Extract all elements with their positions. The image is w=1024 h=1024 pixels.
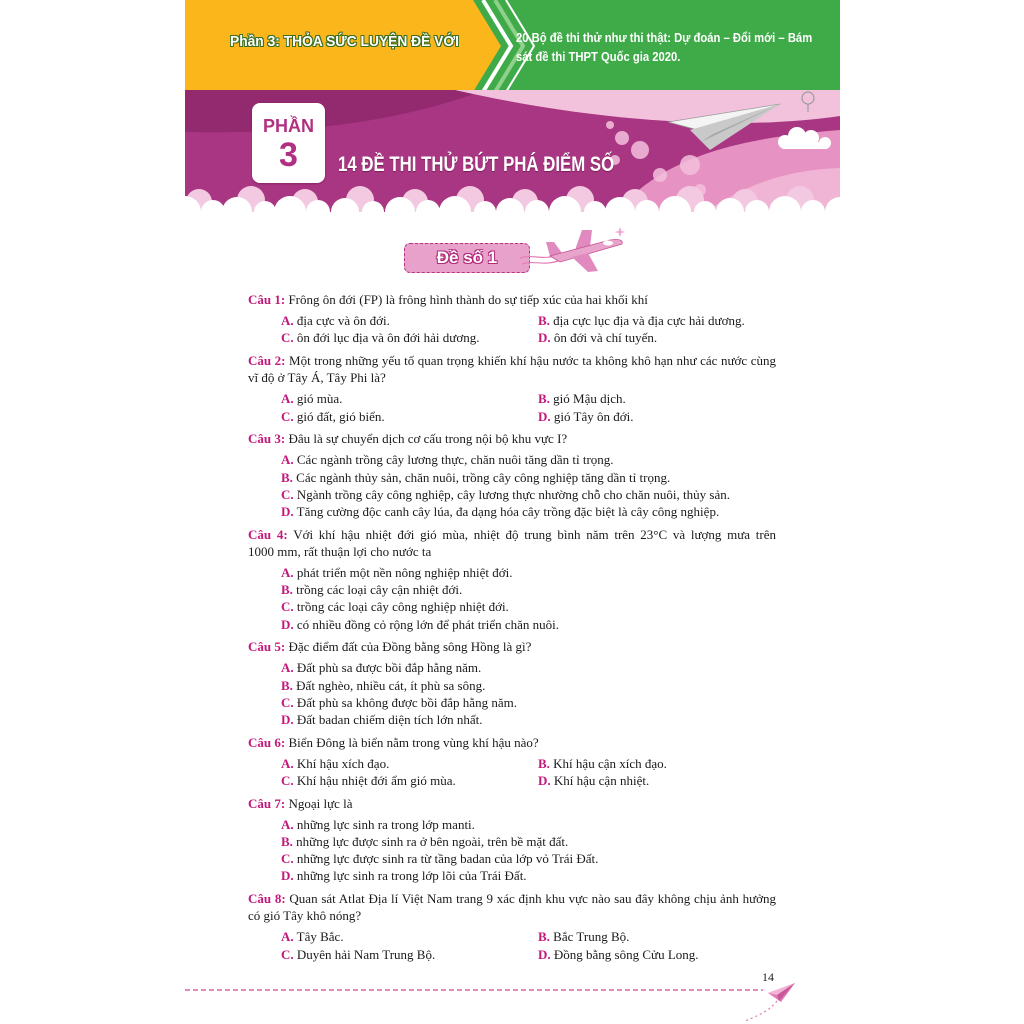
option-text: gió Tây ôn đới. bbox=[553, 408, 634, 424]
question-3 bbox=[248, 430, 776, 520]
question-5-label: Câu 5: bbox=[248, 639, 286, 655]
option-text: trồng các loại cây cận nhiệt đới. bbox=[296, 582, 463, 598]
q1-option-d bbox=[538, 329, 776, 346]
q1-option-a bbox=[281, 312, 538, 329]
question-2-options bbox=[248, 390, 776, 424]
question-6-stem bbox=[248, 734, 776, 751]
question-3-stem bbox=[248, 430, 776, 447]
option-text: Tăng cường độc canh cây lúa, đa dạng hóa cây trồng đặc biệt là cây công nghiệp. bbox=[296, 504, 720, 520]
exam-label: Đề số 1 bbox=[404, 243, 530, 273]
option-key: B. bbox=[538, 929, 550, 945]
option-key: A. bbox=[281, 391, 294, 407]
question-3-options bbox=[248, 451, 776, 520]
option-key: D. bbox=[281, 868, 294, 884]
option-text: gió mùa. bbox=[296, 391, 343, 407]
question-list bbox=[248, 291, 776, 963]
question-7-label: Câu 7: bbox=[248, 795, 286, 811]
option-text: những lực được sinh ra ở bên ngoài, trên bề mặt đất. bbox=[296, 834, 569, 850]
question-5-stem bbox=[248, 638, 776, 655]
option-text: gió đất, gió biển. bbox=[296, 408, 385, 424]
option-text: địa cực lục địa và địa cực hải dương. bbox=[553, 313, 745, 329]
q4-option-a bbox=[281, 564, 776, 581]
q4-option-c bbox=[281, 598, 776, 615]
option-key: A. bbox=[281, 565, 294, 581]
option-text: Tây Bắc. bbox=[296, 929, 344, 945]
option-key: B. bbox=[281, 469, 293, 485]
option-key: C. bbox=[281, 408, 294, 424]
section-subtitle bbox=[516, 29, 812, 67]
option-text: Đồng bằng sông Cửu Long. bbox=[553, 946, 699, 962]
section-title: Phần 3: THỎA SỨC LUYỆN ĐỀ VỚI bbox=[230, 33, 459, 50]
question-5-text: Đặc điểm đất của Đồng bằng sông Hồng là gì? bbox=[288, 639, 532, 655]
q6-option-c bbox=[281, 772, 538, 789]
option-key: A. bbox=[281, 452, 294, 468]
q2-option-d bbox=[538, 408, 776, 425]
option-key: D. bbox=[538, 408, 551, 424]
q7-option-c bbox=[281, 850, 776, 867]
q2-option-a bbox=[281, 390, 538, 407]
question-6-options bbox=[248, 755, 776, 789]
option-text: Bắc Trung Bộ. bbox=[553, 929, 630, 945]
question-3-label: Câu 3: bbox=[248, 431, 286, 447]
question-4-text-line-1: Với khí hậu nhiệt đới gió mùa, nhiệt độ trung bình năm trên 23°C và lượng mưa trên bbox=[293, 526, 777, 542]
q8-option-b bbox=[538, 928, 776, 945]
q6-option-a bbox=[281, 755, 538, 772]
q3-option-c bbox=[281, 486, 776, 503]
q6-option-b bbox=[538, 755, 776, 772]
option-key: A. bbox=[281, 313, 294, 329]
q4-option-b bbox=[281, 581, 776, 598]
option-text: những lực sinh ra trong lớp lõi của Trái Đất. bbox=[296, 868, 527, 884]
option-key: C. bbox=[281, 486, 294, 502]
question-4-label: Câu 4: bbox=[248, 526, 288, 542]
question-5-options bbox=[248, 659, 776, 728]
option-key: D. bbox=[281, 616, 294, 632]
q7-option-a bbox=[281, 816, 776, 833]
q5-option-a bbox=[281, 659, 776, 676]
q1-option-b bbox=[538, 312, 776, 329]
paper-plane-icon bbox=[768, 983, 795, 1002]
plane-trail bbox=[745, 1001, 777, 1021]
option-key: A. bbox=[281, 660, 294, 676]
option-text: Khí hậu xích đạo. bbox=[296, 755, 390, 771]
option-key: D. bbox=[538, 946, 551, 962]
option-key: B. bbox=[538, 313, 550, 329]
option-key: C. bbox=[281, 851, 294, 867]
option-text: Đất phù sa không được bồi đắp hằng năm. bbox=[296, 694, 517, 710]
part-title: 14 ĐỀ THI THỬ BỨT PHÁ ĐIỂM SỐ bbox=[338, 153, 615, 176]
option-text: địa cực và ôn đới. bbox=[296, 313, 390, 329]
part-label: PHẦN bbox=[262, 116, 314, 136]
question-8-stem bbox=[248, 890, 776, 907]
page-number: 14 bbox=[762, 970, 774, 984]
q5-option-c bbox=[281, 694, 776, 711]
option-text: ôn đới và chí tuyến. bbox=[553, 330, 658, 346]
question-7-options bbox=[248, 816, 776, 885]
q3-option-d bbox=[281, 503, 776, 520]
q5-option-b bbox=[281, 677, 776, 694]
q8-option-c bbox=[281, 946, 538, 963]
section-subtitle-line-1: 20 Bộ đề thi thử như thi thật: Dự đoán – Đổi mới – Bám bbox=[516, 31, 813, 45]
option-text: Đất badan chiếm diện tích lớn nhất. bbox=[296, 712, 483, 728]
question-2-text-line-2: vĩ độ ở Tây Á, Tây Phi là? bbox=[248, 370, 386, 386]
option-text: những lực được sinh ra từ tầng badan của lớp vỏ Trái Đất. bbox=[296, 851, 599, 867]
option-text: ôn đới lục địa và ôn đới hải dương. bbox=[296, 330, 480, 346]
question-8-text-line-1: Quan sát Atlat Địa lí Việt Nam trang 9 xác định khu vực nào sau đây không chịu ảnh hưởng bbox=[289, 891, 776, 907]
option-text: phát triển một nền nông nghiệp nhiệt đới. bbox=[296, 565, 513, 581]
question-8-options bbox=[248, 928, 776, 962]
option-key: C. bbox=[281, 694, 294, 710]
option-key: A. bbox=[281, 816, 294, 832]
option-text: gió Mậu dịch. bbox=[553, 391, 626, 407]
part-number: 3 bbox=[279, 136, 298, 174]
question-2-text-line-1: Một trong những yếu tố quan trọng khiến khí hậu nước ta không khô hạn như các nước cùng bbox=[289, 353, 776, 368]
question-8 bbox=[248, 890, 776, 963]
q4-option-d bbox=[281, 616, 776, 633]
option-text: có nhiều đồng cỏ rộng lớn để phát triển chăn nuôi. bbox=[296, 616, 560, 632]
q8-option-d bbox=[538, 946, 776, 963]
q5-option-d bbox=[281, 711, 776, 728]
question-5 bbox=[248, 638, 776, 728]
option-key: C. bbox=[281, 330, 294, 346]
q3-option-a bbox=[281, 451, 776, 468]
question-4 bbox=[248, 526, 776, 633]
option-text: Đất phù sa được bồi đắp hằng năm. bbox=[296, 660, 482, 676]
option-key: D. bbox=[281, 712, 294, 728]
q2-option-c bbox=[281, 408, 538, 425]
q6-option-d bbox=[538, 772, 776, 789]
question-1 bbox=[248, 291, 776, 347]
option-key: B. bbox=[538, 755, 550, 771]
question-4-options bbox=[248, 564, 776, 633]
option-key: B. bbox=[281, 582, 293, 598]
option-text: những lực sinh ra trong lớp manti. bbox=[296, 816, 475, 832]
q7-option-b bbox=[281, 833, 776, 850]
question-6 bbox=[248, 734, 776, 790]
option-text: Đất nghèo, nhiều cát, ít phù sa sông. bbox=[296, 677, 486, 693]
question-8-label: Câu 8: bbox=[248, 891, 286, 907]
question-1-text: Frông ôn đới (FP) là frông hình thành do sự tiếp xúc của hai khối khí bbox=[288, 292, 648, 307]
question-6-label: Câu 6: bbox=[248, 734, 286, 750]
jet-plane-icon bbox=[520, 226, 630, 274]
option-text: Các ngành trồng cây lương thực, chăn nuôi tăng dần tỉ trọng. bbox=[296, 452, 614, 468]
option-key: D. bbox=[538, 330, 551, 346]
option-key: D. bbox=[281, 504, 294, 520]
option-text: Ngành trồng cây công nghiệp, cây lương thực nhường chỗ cho chăn nuôi, thủy sản. bbox=[296, 486, 730, 502]
option-text: trồng các loại cây công nghiệp nhiệt đới. bbox=[296, 599, 509, 615]
question-2 bbox=[248, 352, 776, 425]
option-key: A. bbox=[281, 755, 294, 771]
option-text: Duyên hải Nam Trung Bộ. bbox=[296, 946, 436, 962]
question-3-text: Đâu là sự chuyển dịch cơ cấu trong nội bộ khu vực I? bbox=[288, 431, 568, 447]
question-1-options bbox=[248, 312, 776, 346]
question-8-text-line-2: có gió Tây khô nóng? bbox=[248, 908, 362, 924]
option-key: B. bbox=[281, 677, 293, 693]
option-key: B. bbox=[281, 834, 293, 850]
question-2-stem bbox=[248, 352, 776, 369]
option-text: Khí hậu cận nhiệt. bbox=[553, 773, 650, 789]
question-7-stem bbox=[248, 795, 776, 812]
question-7-text: Ngoại lực là bbox=[288, 795, 353, 811]
option-key: D. bbox=[538, 773, 551, 789]
option-key: C. bbox=[281, 946, 294, 962]
question-4-stem bbox=[248, 526, 776, 543]
question-1-label: Câu 1: bbox=[248, 292, 286, 307]
option-key: A. bbox=[281, 929, 294, 945]
footer-decoration bbox=[185, 975, 825, 1024]
option-key: C. bbox=[281, 599, 294, 615]
part-badge bbox=[252, 103, 325, 183]
question-7 bbox=[248, 795, 776, 885]
q3-option-b bbox=[281, 469, 776, 486]
question-6-text: Biển Đông là biển nằm trong vùng khí hậu nào? bbox=[288, 734, 539, 750]
question-1-stem bbox=[248, 291, 776, 308]
q8-option-a bbox=[281, 928, 538, 945]
q1-option-c bbox=[281, 329, 538, 346]
q2-option-b bbox=[538, 390, 776, 407]
question-4-text-line-2: 1000 mm, rất thuận lợi cho nước ta bbox=[248, 543, 432, 559]
section-subtitle-line-2: sát đề thi THPT Quốc gia 2020. bbox=[516, 50, 681, 64]
option-key: C. bbox=[281, 773, 294, 789]
question-2-label: Câu 2: bbox=[248, 353, 286, 368]
option-text: Các ngành thủy sản, chăn nuôi, trồng cây công nghiệp tăng dần tỉ trọng. bbox=[296, 469, 671, 485]
option-text: Khí hậu nhiệt đới ẩm gió mùa. bbox=[296, 773, 456, 789]
option-text: Khí hậu cận xích đạo. bbox=[553, 755, 667, 771]
q7-option-d bbox=[281, 867, 776, 884]
option-key: B. bbox=[538, 391, 550, 407]
